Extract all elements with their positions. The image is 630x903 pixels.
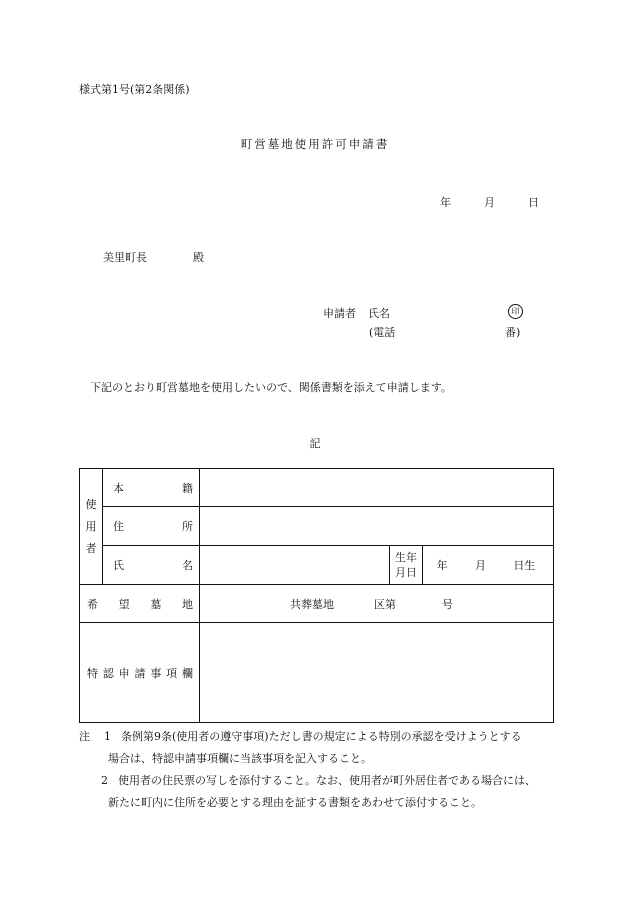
table-row-name xyxy=(80,546,554,585)
address-label: 住 所 xyxy=(103,507,200,546)
date-month: 月 xyxy=(484,196,495,209)
applicant-name-label: 氏名 xyxy=(368,307,390,320)
ki-heading: 記 xyxy=(309,437,321,450)
applicant-label: 申請者 xyxy=(323,307,356,320)
table-row-grave xyxy=(80,585,554,623)
intro-statement: 下記のとおり町営墓地を使用したいので、関係書類を添えて申請します。 xyxy=(90,381,452,394)
date-year: 年 xyxy=(440,196,451,209)
applicant-phone-close: 番) xyxy=(505,326,521,339)
desired-grave-field[interactable]: 共葬墓地 区第 号 xyxy=(200,585,554,623)
note-1: 注 1 条例第9条(使用者の遵守事項)ただし書の規定による特別の承認を受けようとする xyxy=(79,730,522,743)
date-day: 日 xyxy=(528,196,539,209)
note-2-cont: 新たに町内に住所を必要とする理由を証する書類をあわせて添付すること。 xyxy=(108,796,482,809)
notes-prefix: 注 xyxy=(79,730,90,743)
notes-section xyxy=(79,726,559,814)
note-1-cont: 場合は、特認申請事項欄に当該事項を記入すること。 xyxy=(108,752,372,765)
special-request-label: 特 認 申 請 事 項 欄 xyxy=(80,623,200,723)
table-row-honseki xyxy=(80,469,554,507)
dob-field[interactable]: 年 月 日生 xyxy=(423,546,554,585)
addressee-honorific: 殿 xyxy=(193,251,204,264)
addressee-name: 美里町長 xyxy=(103,251,147,264)
form-number: 様式第1号(第2条関係) xyxy=(79,83,190,96)
desired-grave-label: 希 望 墓 地 xyxy=(80,585,200,623)
address-field[interactable] xyxy=(200,507,554,546)
note-2: 2 使用者の住民票の写しを添付すること。なお、使用者が町外居住者である場合には、 xyxy=(101,774,536,787)
table-row-address xyxy=(80,507,554,546)
addressee xyxy=(103,249,204,265)
application-table xyxy=(79,468,554,723)
seal-mark: 印 xyxy=(508,304,523,319)
special-request-field[interactable] xyxy=(200,623,554,723)
name-field[interactable] xyxy=(200,546,390,585)
dob-label: 生年 月日 xyxy=(390,546,423,585)
honseki-field[interactable] xyxy=(200,469,554,507)
user-group-cell: 使 用 者 xyxy=(80,469,103,585)
applicant-phone-open: (電話 xyxy=(369,326,396,339)
date-line xyxy=(440,194,539,210)
document-title: 町営墓地使用許可申請書 xyxy=(240,137,390,151)
honseki-label: 本 籍 xyxy=(103,469,200,507)
applicant-block xyxy=(323,305,390,321)
name-label: 氏 名 xyxy=(103,546,200,585)
table-row-special xyxy=(80,623,554,723)
